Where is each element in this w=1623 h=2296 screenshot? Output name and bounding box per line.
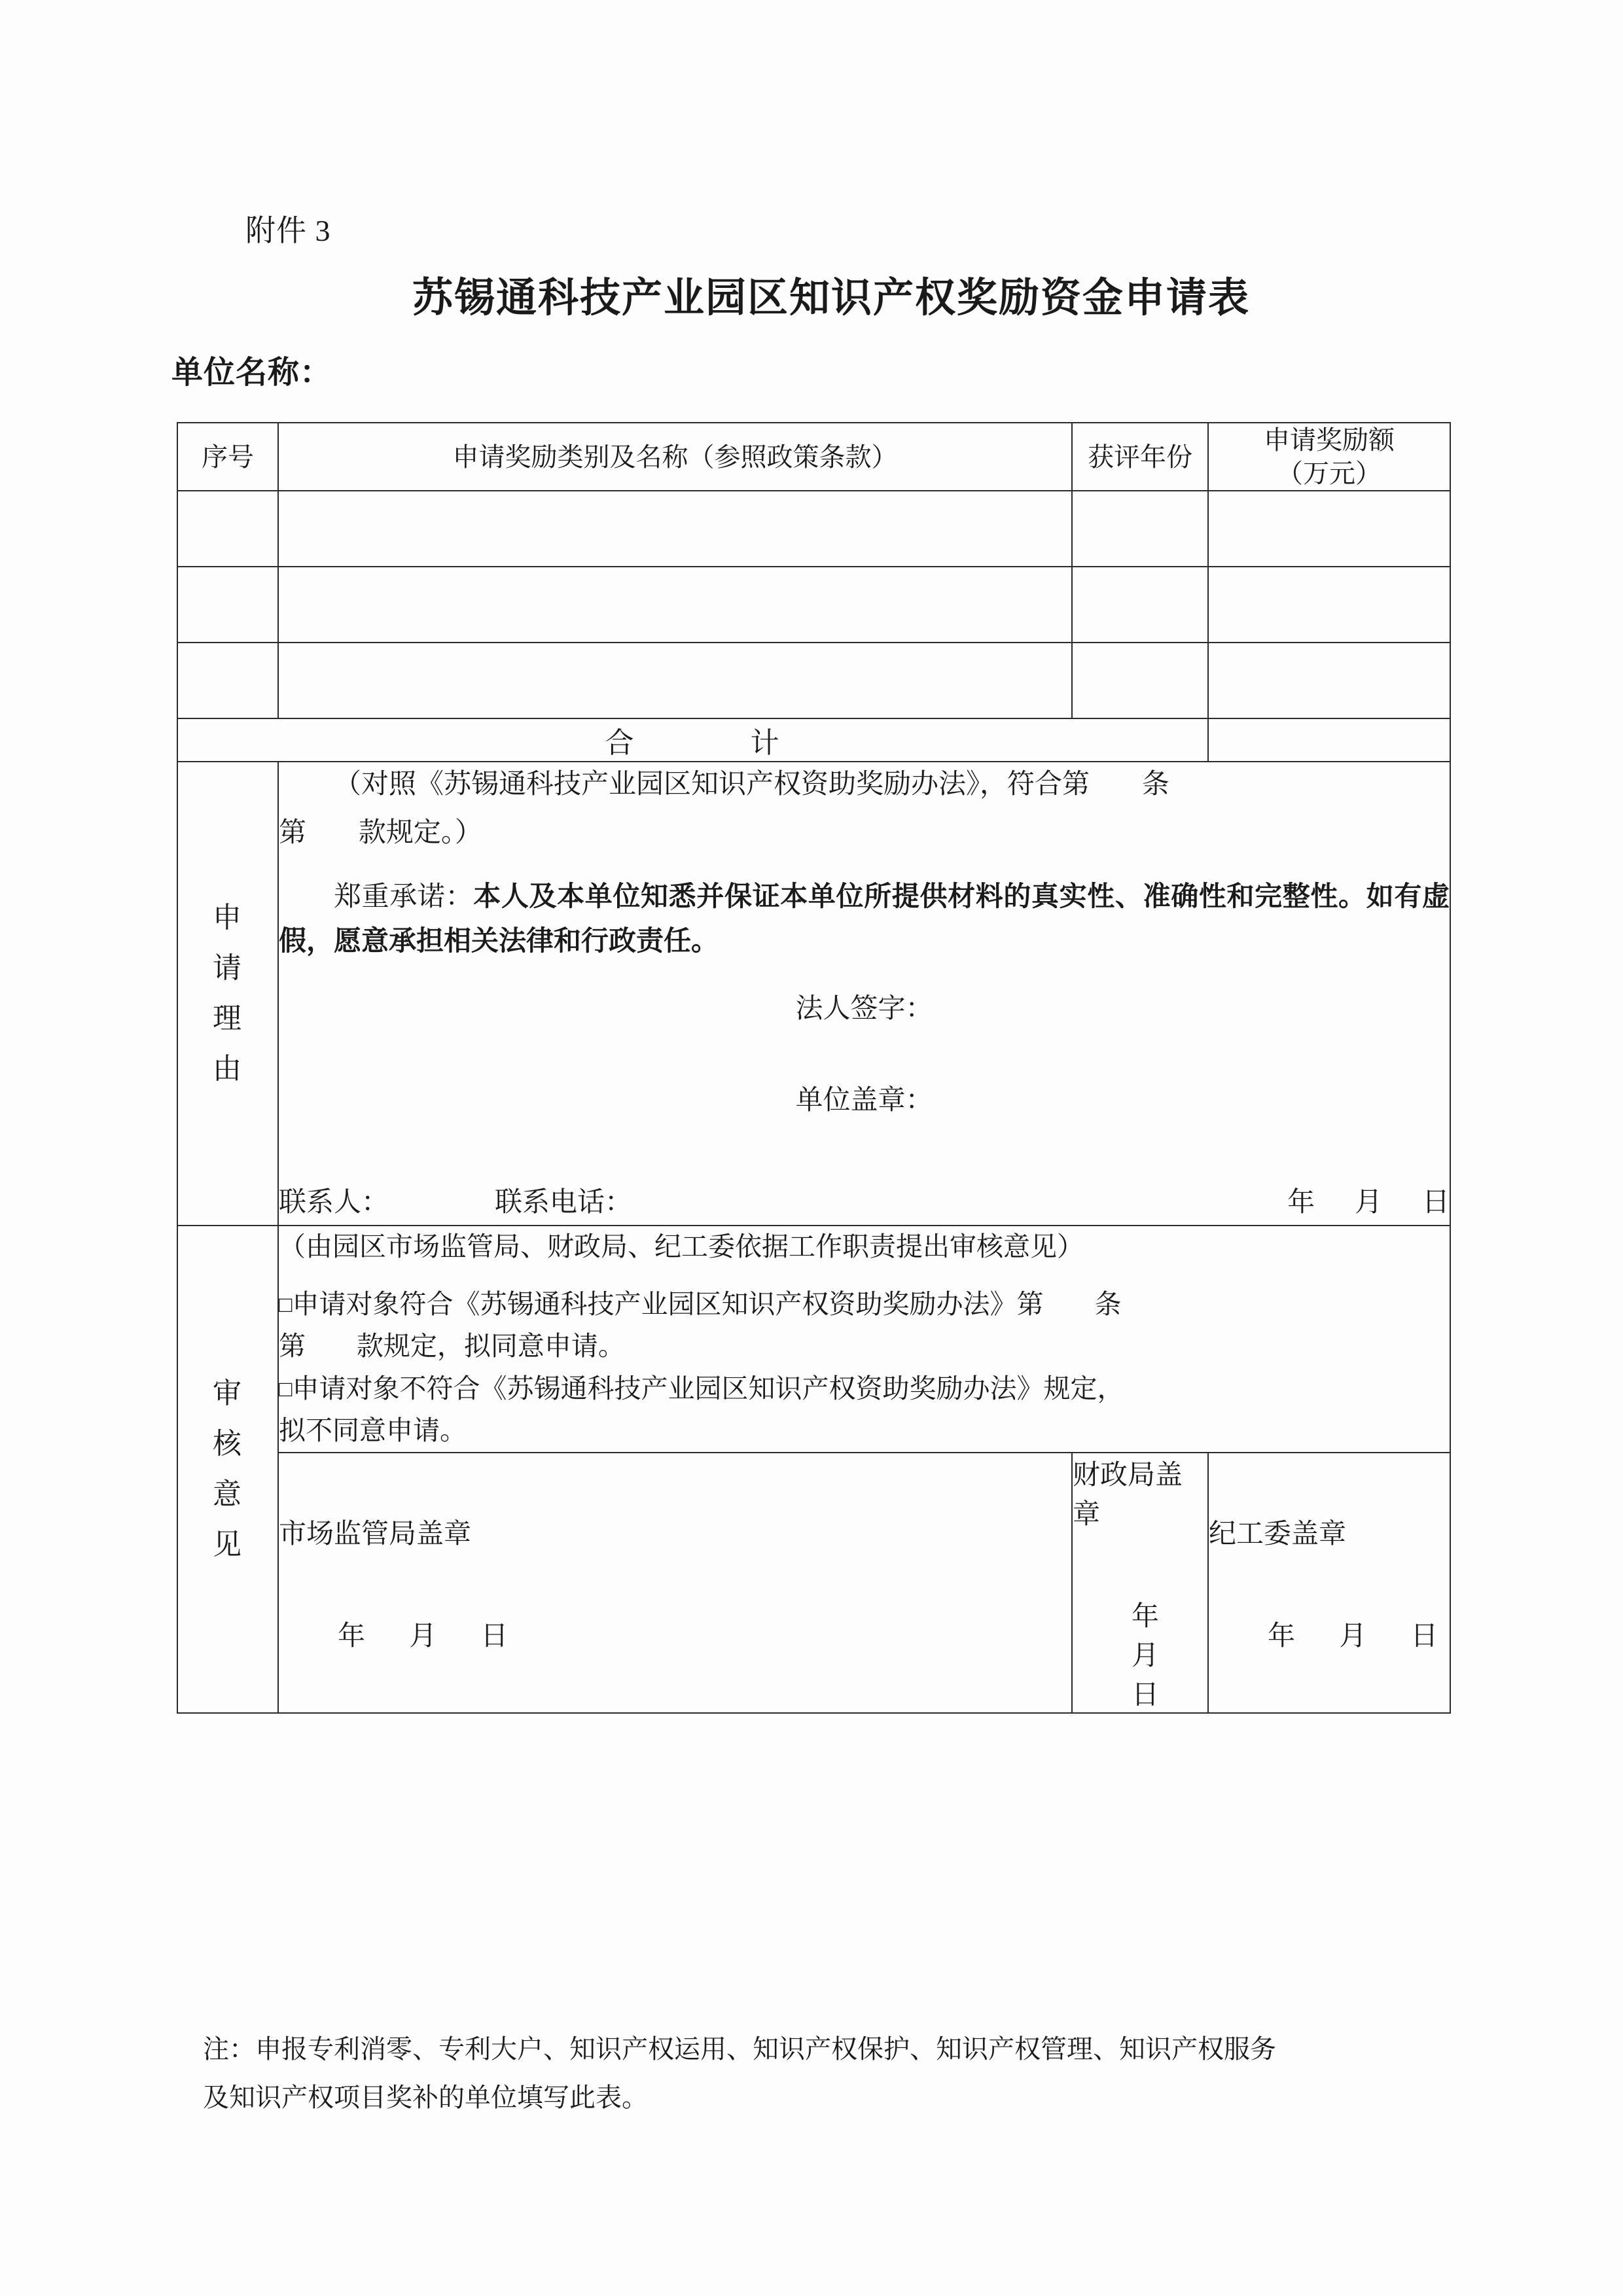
- column-header-year: 获评年份: [1072, 423, 1208, 491]
- contact-phone-label: 联系电话：: [495, 1187, 633, 1218]
- review-option-2-text-1: 申请对象不符合《苏锡通科技产业园区知识产权资助奖励办法》规定，: [292, 1373, 1124, 1404]
- contact-person-label: 联系人：: [279, 1187, 389, 1218]
- date-year-label: 年: [338, 1621, 366, 1652]
- total-label-first: 合: [605, 727, 635, 760]
- contact-row: [279, 1180, 1450, 1225]
- cell-award-name[interactable]: [278, 567, 1072, 643]
- date-month-label: 月: [409, 1621, 437, 1652]
- stamp-row: [177, 1453, 1450, 1713]
- stamp-date-line[interactable]: [1209, 1614, 1450, 1653]
- reason-body-cell[interactable]: [278, 762, 1450, 1225]
- review-lead-text: （由园区市场监管局、财政局、纪工委依据工作职责提出审核意见）: [279, 1231, 1084, 1262]
- stamp-label: 财政局盖章: [1073, 1460, 1183, 1530]
- date-day-label: 日: [1410, 1621, 1438, 1652]
- stamp-date-line[interactable]: [279, 1614, 1071, 1653]
- checkbox-icon[interactable]: □: [279, 1377, 293, 1402]
- review-row: [177, 1226, 1450, 1453]
- reason-clause-text-4: 款规定。）: [358, 818, 482, 849]
- reason-clause-text-3: 第: [279, 818, 307, 849]
- column-header-amount-line1: 申请奖励额: [1264, 425, 1395, 455]
- unit-seal-line[interactable]: [279, 1078, 1450, 1123]
- stamp-cell-market-bureau[interactable]: [278, 1453, 1072, 1713]
- review-option-1-text-1: 申请对象符合《苏锡通科技产业园区知识产权资助奖励办法》第: [292, 1288, 1044, 1319]
- cell-amount[interactable]: [1208, 643, 1450, 718]
- stamp-label: 市场监管局盖章: [279, 1519, 472, 1550]
- review-option-1-text-2: 条: [1094, 1288, 1122, 1319]
- date-year-label: 年: [1132, 1602, 1160, 1633]
- date-year-label: 年: [1287, 1187, 1315, 1218]
- reason-side-char: 申: [213, 902, 243, 934]
- total-amount-cell[interactable]: [1208, 718, 1450, 762]
- cell-year[interactable]: [1072, 643, 1208, 718]
- review-side-label: [177, 1226, 278, 1714]
- review-body-cell[interactable]: [278, 1226, 1450, 1453]
- review-option-1-text-4: 款规定，拟同意申请。: [356, 1331, 625, 1362]
- review-option-2[interactable]: [279, 1368, 1450, 1409]
- reason-side-char: 理: [213, 1002, 243, 1035]
- stamp-cell-finance-bureau[interactable]: [1072, 1453, 1208, 1713]
- footer-note-line-1: 注：申报专利消零、专利大户、知识产权运用、知识产权保护、知识产权管理、知识产权服务: [203, 2034, 1276, 2064]
- page-title: 苏锡通科技产业园区知识产权奖励资金申请表: [412, 276, 1250, 321]
- commitment-paragraph: [279, 875, 1450, 964]
- review-option-2-text-2: 拟不同意申请。: [279, 1415, 467, 1445]
- date-month-label: 月: [1355, 1187, 1383, 1218]
- cell-year[interactable]: [1072, 491, 1208, 567]
- table-header-row: [177, 423, 1450, 491]
- stamp-cell-discipline-committee[interactable]: [1208, 1453, 1450, 1713]
- attachment-label: 附件 3: [245, 214, 331, 247]
- table-row[interactable]: [177, 567, 1450, 643]
- table-row[interactable]: [177, 491, 1450, 567]
- date-month-label: 月: [1132, 1641, 1160, 1672]
- review-side-char: 核: [213, 1428, 243, 1460]
- column-header-seq: 序号: [177, 423, 278, 491]
- cell-award-name[interactable]: [278, 643, 1072, 718]
- date-year-label: 年: [1268, 1621, 1296, 1652]
- review-side-char: 意: [213, 1478, 243, 1511]
- footer-note-line-2: 及知识产权项目奖补的单位填写此表。: [203, 2083, 648, 2112]
- checkbox-icon[interactable]: □: [279, 1292, 293, 1317]
- review-side-char: 审: [213, 1377, 243, 1410]
- legal-signature-line[interactable]: [279, 987, 1450, 1031]
- cell-award-name[interactable]: [278, 491, 1072, 567]
- table-row[interactable]: [177, 643, 1450, 718]
- cell-year[interactable]: [1072, 567, 1208, 643]
- cell-seq[interactable]: [177, 491, 278, 567]
- review-side-char: 见: [213, 1528, 243, 1561]
- commitment-prefix: 郑重承诺：: [334, 882, 474, 913]
- date-month-label: 月: [1339, 1621, 1367, 1652]
- cell-seq[interactable]: [177, 643, 278, 718]
- application-form-table: [177, 422, 1451, 1714]
- total-label-second: 计: [750, 727, 781, 760]
- commitment-text: 本人及本单位知悉并保证本单位所提供材料的真实性、准确性和完整性。如有虚假，愿意承担相关法律和行政责任。: [279, 882, 1450, 957]
- review-option-1[interactable]: [279, 1284, 1450, 1324]
- review-option-1-text-3: 第: [279, 1331, 306, 1362]
- reason-row: [177, 762, 1450, 1225]
- legal-signature-label: 法人签字：: [795, 993, 933, 1024]
- stamp-date-line[interactable]: [1073, 1595, 1207, 1712]
- reason-side-char: 请: [213, 952, 243, 985]
- unit-name-label: 单位名称：: [171, 355, 332, 390]
- reason-clause-line-2: [279, 811, 1450, 855]
- reason-side-char: 由: [213, 1053, 243, 1086]
- reason-clause-line-1: [279, 762, 1450, 807]
- reason-clause-text-1: （对照《苏锡通科技产业园区知识产权资助奖励办法》，符合第: [334, 769, 1090, 800]
- footer-note: [203, 2025, 1466, 2122]
- column-header-award-name: 申请奖励类别及名称（参照政策条款）: [278, 423, 1072, 491]
- table-total-row: [177, 718, 1450, 762]
- column-header-amount-line2: （万元）: [1277, 459, 1382, 489]
- review-option-2-cont: [279, 1410, 1450, 1451]
- cell-seq[interactable]: [177, 567, 278, 643]
- reason-side-label: [177, 762, 278, 1225]
- reason-clause-text-2: 条: [1141, 769, 1169, 800]
- cell-amount[interactable]: [1208, 567, 1450, 643]
- reason-date-line[interactable]: [1287, 1180, 1450, 1225]
- date-day-label: 日: [1132, 1680, 1160, 1711]
- stamp-label: 纪工委盖章: [1209, 1519, 1347, 1550]
- date-day-label: 日: [1421, 1187, 1450, 1218]
- review-option-1-cont: [279, 1326, 1450, 1366]
- date-day-label: 日: [480, 1621, 508, 1652]
- column-header-amount: [1208, 423, 1450, 491]
- total-label-cell: [177, 718, 1208, 762]
- cell-amount[interactable]: [1208, 491, 1450, 567]
- unit-seal-label: 单位盖章：: [795, 1085, 933, 1116]
